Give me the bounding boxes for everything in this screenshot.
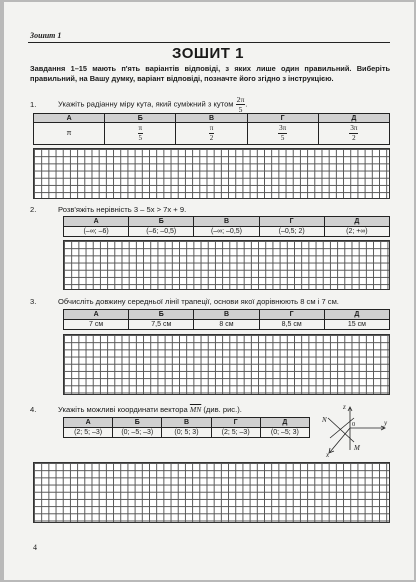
answer-option[interactable]: 8,5 см <box>259 320 324 330</box>
axis-z-label: z <box>343 403 346 411</box>
origin-label: 0 <box>352 421 356 428</box>
scratch-grid-3[interactable] <box>63 334 390 395</box>
scratch-grid-4[interactable] <box>33 462 390 523</box>
answer-table-1 <box>33 113 390 145</box>
question-2 <box>30 205 186 214</box>
answer-letter: В <box>176 114 247 123</box>
answer-option[interactable]: (–0,5; 2) <box>259 227 324 237</box>
question-text: Укажіть радіанну міру кута, який суміжний з кутом <box>58 99 234 109</box>
answer-letter: А <box>34 114 105 123</box>
answer-letter: Б <box>113 418 162 428</box>
scratch-grid-1[interactable] <box>33 148 390 199</box>
answer-option[interactable]: $\frac{\pi}{5}$ <box>105 123 176 145</box>
answer-option[interactable]: 8 см <box>194 320 259 330</box>
point-n-label: N <box>322 416 327 424</box>
coordinate-axes-figure <box>318 400 390 462</box>
question-number: 1. <box>30 99 37 109</box>
answer-table-3 <box>63 309 390 330</box>
answer-option[interactable]: $\frac{\pi}{2}$ <box>176 123 247 145</box>
answer-option[interactable]: (–6; –0,5) <box>129 227 194 237</box>
answer-option[interactable]: (2; 5; –3) <box>64 428 113 438</box>
answer-letter: Г <box>259 217 324 227</box>
answer-letter: А <box>64 217 129 227</box>
answer-option[interactable]: (2; +∞) <box>324 227 389 237</box>
header-rule <box>28 42 390 43</box>
scratch-grid-2[interactable] <box>63 240 390 290</box>
answer-option[interactable]: $\frac{3\pi}{2}$ <box>318 123 389 145</box>
answer-option[interactable]: (–∞; –6) <box>64 227 129 237</box>
angle-fraction: $\frac{2\pi}{5}$ <box>236 95 245 114</box>
answer-letter: В <box>194 310 259 320</box>
answer-option[interactable]: (2; 5; –3) <box>211 428 260 438</box>
vector-label: $\overline{MN}$ <box>189 405 202 414</box>
answer-table-4 <box>63 417 310 438</box>
question-text: Укажіть можливі координати вектора <box>58 405 188 414</box>
answer-letter: Г <box>211 418 260 428</box>
instructions: Завдання 1–15 мають п'ять варіантів відповіді, з яких лише один правильний. Виберіть правильний, на Вашу думку, варіант відповіді, позначте його згідно з інструкцією. <box>30 64 390 83</box>
page-number: 4 <box>33 543 37 552</box>
question-text: Розв'яжіть нерівність 3 – 5x > 7x + 9. <box>58 205 187 214</box>
question-number: 2. <box>30 205 37 214</box>
answer-option[interactable]: (0; –5; 3) <box>260 428 309 438</box>
answer-option[interactable]: 15 см <box>324 320 389 330</box>
answer-letter: Б <box>129 310 194 320</box>
answer-letter: А <box>64 310 129 320</box>
answer-option[interactable]: (0; –5; –3) <box>113 428 162 438</box>
answer-option[interactable]: $\frac{3\pi}{5}$ <box>247 123 318 145</box>
answer-letter: А <box>64 418 113 428</box>
axis-x-label: x <box>326 451 330 459</box>
answer-letter: Г <box>247 114 318 123</box>
answer-letter: Д <box>324 310 389 320</box>
answer-table-2 <box>63 216 390 237</box>
question-3 <box>30 297 339 306</box>
answer-option[interactable]: 7,5 см <box>129 320 194 330</box>
answer-option[interactable]: (–∞; –0,5) <box>194 227 259 237</box>
answer-letter: Д <box>318 114 389 123</box>
question-1: 1. Укажіть радіанну міру кута, який суміжний з кутом $\frac{2\pi}{5}$ . <box>30 95 248 114</box>
question-4 <box>30 405 242 414</box>
answer-option[interactable]: π <box>34 123 105 145</box>
answer-letter: Д <box>260 418 309 428</box>
question-text-tail: (див. рис.). <box>203 405 242 414</box>
answer-option[interactable]: 7 см <box>64 320 129 330</box>
question-number: 4. <box>30 405 37 414</box>
answer-letter: Д <box>324 217 389 227</box>
page-title: ЗОШИТ 1 <box>172 45 244 62</box>
question-number: 3. <box>30 297 37 306</box>
answer-letter: В <box>194 217 259 227</box>
question-text: Обчисліть довжину середньої лінії трапеції, основи якої дорівнюють 8 см і 7 см. <box>58 297 339 306</box>
point-m-label: M <box>354 444 360 452</box>
answer-letter: В <box>162 418 211 428</box>
answer-option[interactable]: (0; 5; 3) <box>162 428 211 438</box>
answer-letter: Г <box>259 310 324 320</box>
axis-y-label: y <box>384 419 388 427</box>
answer-letter: Б <box>129 217 194 227</box>
answer-letter: Б <box>105 114 176 123</box>
running-head: Зошит 1 <box>30 31 62 40</box>
